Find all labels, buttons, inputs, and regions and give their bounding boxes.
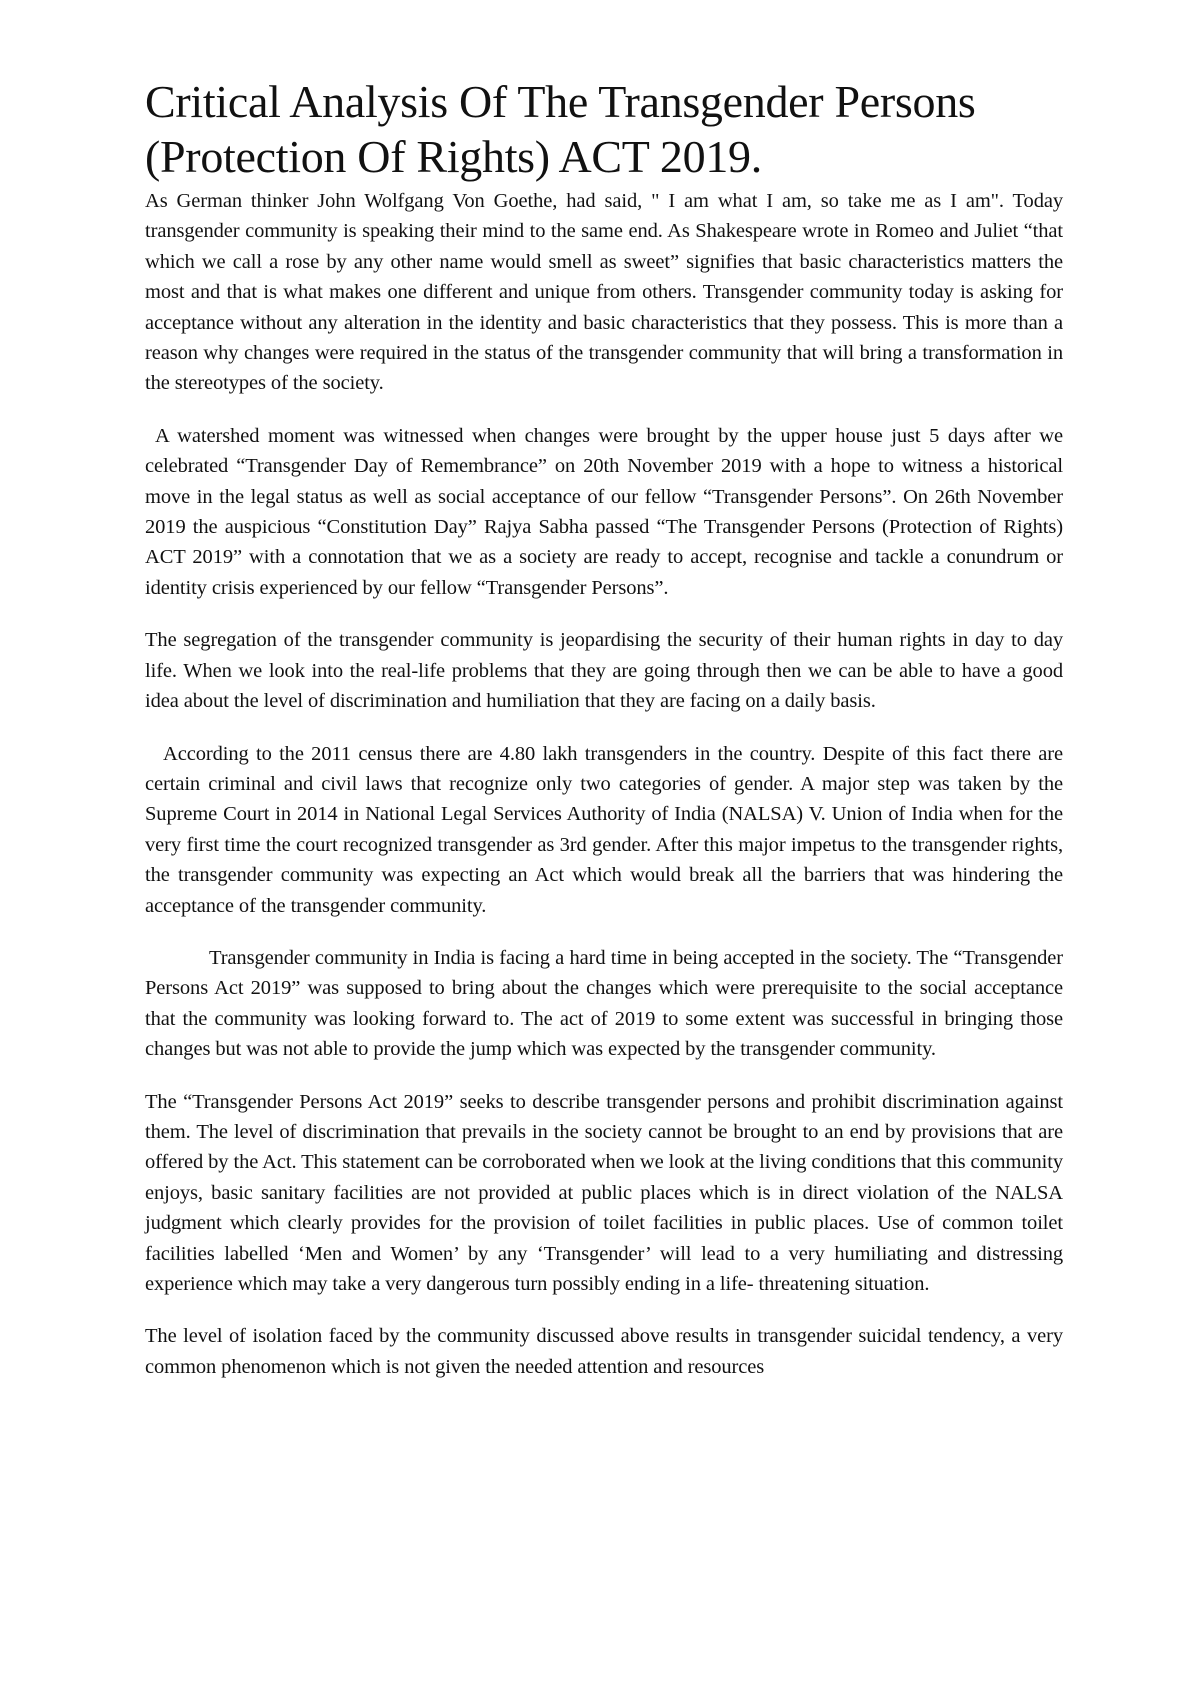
paragraph-1: As German thinker John Wolfgang Von Goethe, had said, " I am what I am, so take me as I am". Today transgender community is speaking their mind to the same end. As Shakespeare wrote in Romeo and Juliet “that which we call a rose by any other name would smell as sweet” signifies that basic characteristics matters the most and that is what makes one different and unique from others. Transgender community today is asking for acceptance without any alteration in the identity and basic characteristics that they possess. This is more than a reason why changes were required in the status of the transgender community that will bring a transformation in the stereotypes of the society. — [145, 190, 1063, 395]
paragraph-4: According to the 2011 census there are 4.80 lakh transgenders in the country. Despite of this fact there are certain criminal and civil laws that recognize only two categories of gender. A major step was taken by the Supreme Court in 2014 in National Legal Services Authority of India (NALSA) V. Union of India when for the very first time the court recognized transgender as 3rd gender. After this major impetus to the transgender rights, the transgender community was expecting an Act which would break all the barriers that was hindering the acceptance of the transgender community. — [145, 742, 1063, 917]
title-line-2: (Protection Of Rights) ACT 2019. — [145, 131, 762, 182]
document-page — [145, 74, 1063, 1382]
document-title — [145, 74, 1063, 184]
paragraph-2: A watershed moment was witnessed when changes were brought by the upper house just 5 days after we celebrated “Transgender Day of Remembrance” on 20th November 2019 with a hope to witness a historical move in the legal status as well as social acceptance of our fellow “Transgender Persons”. On 26th November 2019 the auspicious “Constitution Day” Rajya Sabha passed “The Transgender Persons (Protection of Rights) ACT 2019” with a connotation that we as a society are ready to accept, recognise and tackle a conundrum or identity crisis experienced by our fellow “Transgender Persons”. — [145, 424, 1063, 599]
paragraph-5: Transgender community in India is facing a hard time in being accepted in the society. The “Transgender Persons Act 2019” was supposed to bring about the changes which were prerequisite to the social acceptance that the community was looking forward to. The act of 2019 to some extent was successful in bringing those changes but was not able to provide the jump which was expected by the transgender community. — [145, 946, 1063, 1061]
title-line-1: Critical Analysis Of The Transgender Persons — [145, 76, 976, 127]
paragraph-6: The “Transgender Persons Act 2019” seeks to describe transgender persons and prohibit discrimination against them. The level of discrimination that prevails in the society cannot be brought to an end by provisions that are offered by the Act. This statement can be corroborated when we look at the living conditions that this community enjoys, basic sanitary facilities are not provided at public places which is in direct violation of the NALSA judgment which clearly provides for the provision of toilet facilities in public places. Use of common toilet facilities labelled ‘Men and Women’ by any ‘Transgender’ will lead to a very humiliating and distressing experience which may take a very dangerous turn possibly ending in a life- threatening situation. — [145, 1090, 1063, 1295]
paragraph-3: The segregation of the transgender community is jeopardising the security of their human rights in day to day life. When we look into the real-life problems that they are going through then we can be able to have a good idea about the level of discrimination and humiliation that they are facing on a daily basis. — [145, 629, 1063, 713]
paragraph-7: The level of isolation faced by the community discussed above results in transgender suicidal tendency, a very common phenomenon which is not given the needed attention and resources — [145, 1325, 1063, 1378]
